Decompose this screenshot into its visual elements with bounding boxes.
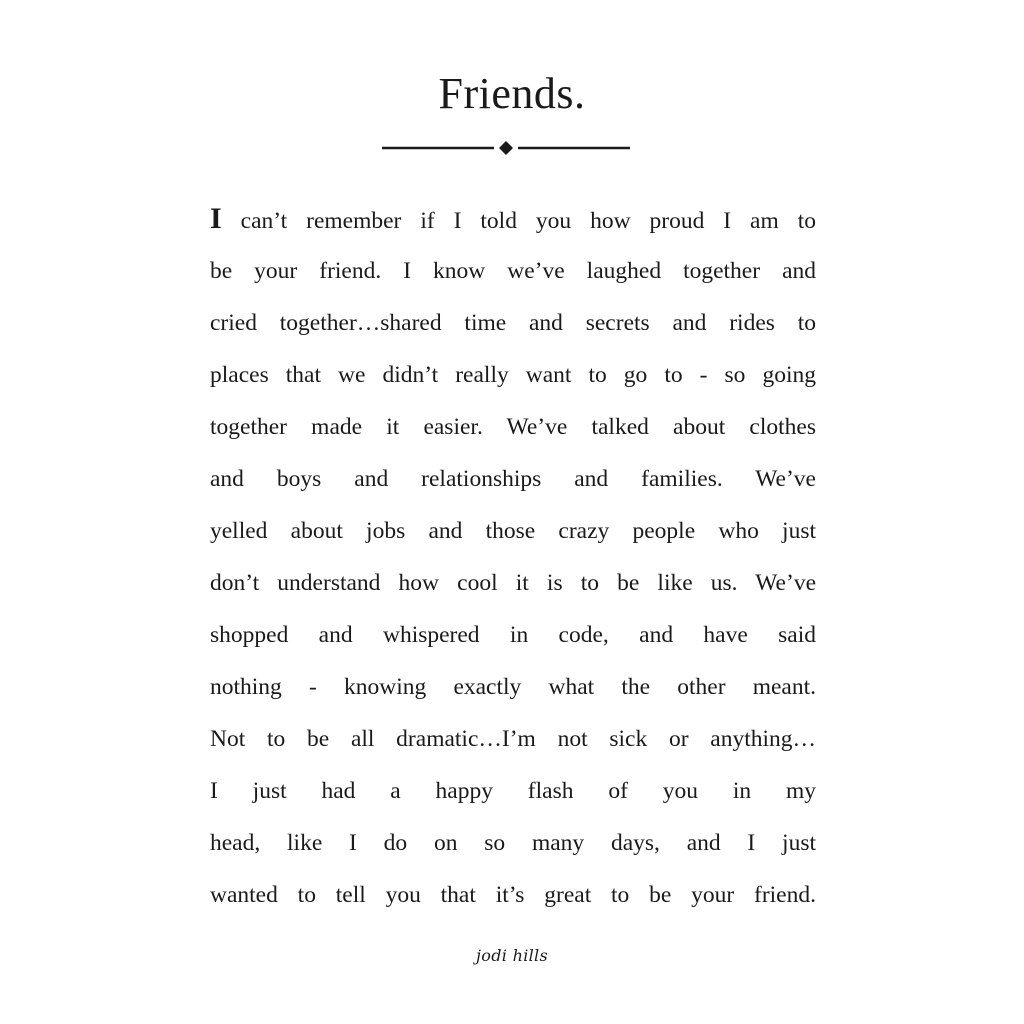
poem-line-text: can’t remember if I told you how proud I am to xyxy=(221,208,816,234)
drop-cap: I xyxy=(210,202,222,235)
author-signature: jodi hills xyxy=(476,946,548,965)
poem-line-10: nothing - knowing exactly what the other meant. xyxy=(210,674,816,700)
poem-line-4: places that we didn’t really want to go to - so going xyxy=(210,362,816,388)
poem-line-11: Not to be all dramatic…I’m not sick or anything… xyxy=(210,726,816,752)
poem-line-2: be your friend. I know we’ve laughed together and xyxy=(210,258,816,284)
poem-line-9: shopped and whispered in code, and have said xyxy=(210,622,816,648)
poem-line-12: I just had a happy flash of you in my xyxy=(210,778,816,804)
poem-title: Friends. xyxy=(438,69,586,118)
poem-line-8: don’t understand how cool it is to be like us. We’ve xyxy=(210,570,816,596)
poem-line-3: cried together…shared time and secrets and rides to xyxy=(210,310,816,336)
poem-line-1 xyxy=(210,193,816,245)
poem-line-5: together made it easier. We’ve talked about clothes xyxy=(210,414,816,440)
poem-line-13: head, like I do on so many days, and I just xyxy=(210,830,816,856)
poem-body xyxy=(210,193,816,921)
poem-line-7: yelled about jobs and those crazy people who just xyxy=(210,518,816,544)
poem-line-14: wanted to tell you that it’s great to be your friend. xyxy=(210,882,816,908)
divider-diamond xyxy=(499,141,513,155)
poem-line-6: and boys and relationships and families. We’ve xyxy=(210,466,816,492)
ornamental-divider xyxy=(382,138,630,158)
